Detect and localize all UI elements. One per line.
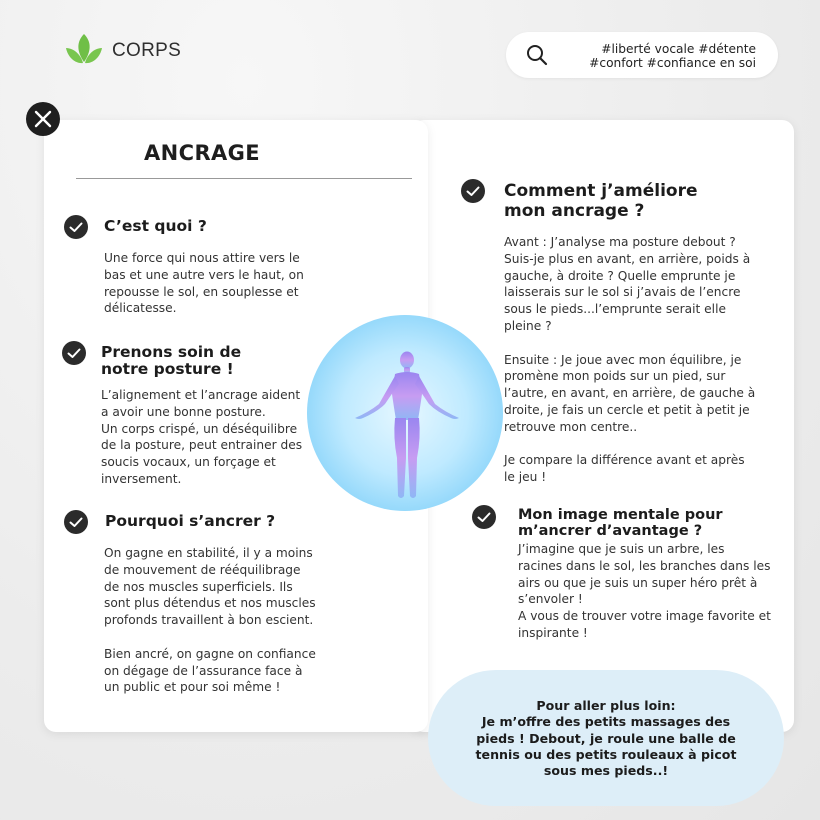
human-figure-illustration bbox=[349, 348, 465, 508]
section-heading-image-mentale: Mon image mentale pour m’ancrer d’avantage ? bbox=[518, 507, 723, 539]
tip-bubble-text: Pour aller plus loin: Je m’offre des petits massages des pieds ! Debout, je roule une balle de tennis ou des petits rouleaux à picot sous mes pieds..! bbox=[475, 698, 737, 779]
check-circle-icon bbox=[62, 341, 86, 365]
section-heading-cest-quoi: C’est quoi ? bbox=[104, 217, 207, 235]
brand-name: CORPS bbox=[112, 40, 182, 61]
page-title: ANCRAGE bbox=[144, 141, 261, 165]
section-heading-posture: Prenons soin de notre posture ! bbox=[101, 343, 242, 378]
close-icon bbox=[26, 102, 60, 136]
check-circle-icon bbox=[461, 179, 485, 203]
section-body-comment: Avant : J’analyse ma posture debout ? Suis-je plus en avant, en arrière, poids à gauche, à droite ? Quelle emprunte je laisserais sur le sol si j’avais de l’encre sous le pieds...l’emprunte serait elle pleine ? Ensuite : Je joue avec mon équilibre, je promène mon poids sur un pied, sur l’autre, en avant, en arrière, de gauche à droite, je fais un cercle et petit à petit je retrouve mon centre.. Je compare la différence avant et après le jeu ! bbox=[504, 235, 756, 485]
leaf-sprout-icon bbox=[64, 32, 104, 70]
check-circle-icon bbox=[472, 505, 496, 529]
section-body-image-mentale: J’imagine que je suis un arbre, les racines dans le sol, les branches dans les airs ou que je suis un super héro prêt à s’envoler ! A vous de trouver votre image favorite et inspirante ! bbox=[518, 542, 771, 640]
close-button[interactable] bbox=[26, 102, 60, 136]
hashtag-list bbox=[546, 42, 756, 70]
section-heading-comment: Comment j’améliore mon ancrage ? bbox=[504, 181, 698, 221]
section-body-cest-quoi: Une force qui nous attire vers le bas et une autre vers le haut, on repousse le sol, en souplesse et délicatesse. bbox=[104, 251, 304, 316]
brand-logo[interactable] bbox=[64, 32, 181, 70]
section-body-posture: L’alignement et l’ancrage aident a avoir une bonne posture. Un corps crispé, un déséquilibre de la posture, peut entrainer des soucis vocaux, un forçage et inversement. bbox=[101, 388, 303, 486]
check-circle-icon bbox=[64, 215, 88, 239]
section-body-pourquoi: On gagne en stabilité, il y a moins de mouvement de rééquilibrage de nos muscles superficiels. Ils sont plus détendus et nos muscles profonds travaillent à bon escient. Bien ancré, on gagne on confiance on dégage de l’assurance face à un public et pour soi même ! bbox=[104, 546, 316, 695]
search-bar[interactable] bbox=[506, 32, 778, 78]
search-icon[interactable] bbox=[526, 44, 548, 70]
title-divider bbox=[76, 178, 412, 179]
hashtag-line: #liberté vocale #détente bbox=[601, 42, 756, 56]
check-circle-icon bbox=[64, 510, 88, 534]
section-heading-pourquoi: Pourquoi s’ancrer ? bbox=[105, 512, 276, 530]
hashtag-line: #confort #confiance en soi bbox=[589, 56, 756, 70]
